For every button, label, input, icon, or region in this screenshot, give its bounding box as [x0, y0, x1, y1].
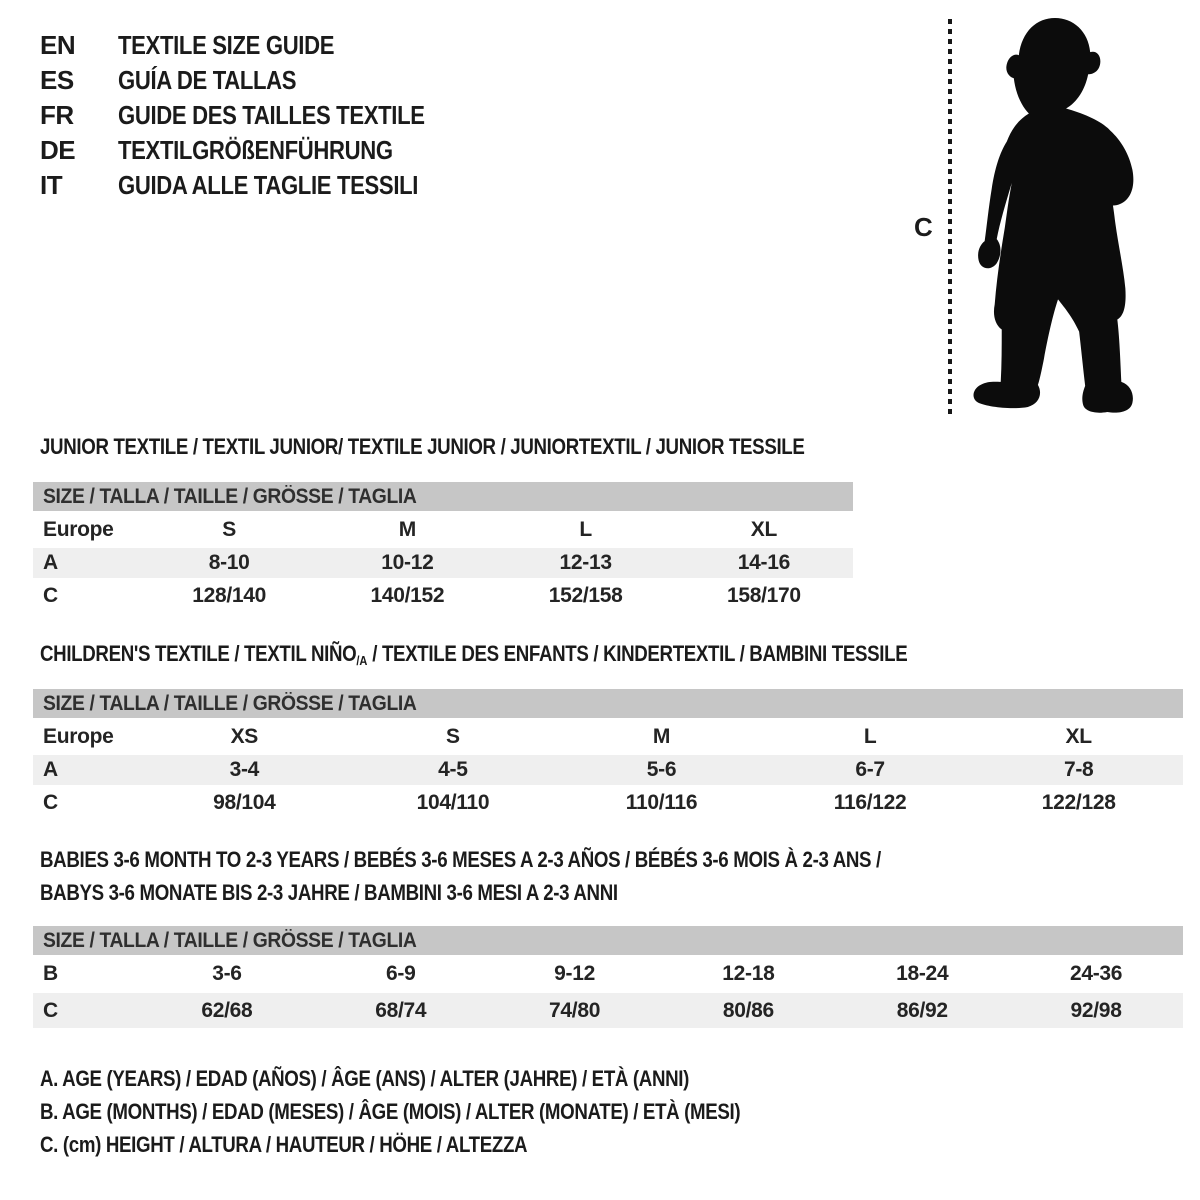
- lang-code: EN: [40, 30, 76, 60]
- months-cell: 9-12: [554, 962, 595, 985]
- lang-row-fr: [40, 98, 479, 133]
- age-cell: 8-10: [208, 551, 250, 574]
- height-cell: 152/158: [548, 584, 623, 607]
- babies-section-title: BABIES 3-6 MONTH TO 2-3 YEARS / BEBÉS 3-6 MESES A 2-3 AÑOS / BÉBÉS 3-6 MOIS À 2-3 ANS / BABYS 3-6 MONATE BIS 2-3 JAHRE / BAMBINI 3-6 MESI A 2-3 ANNI: [40, 847, 881, 905]
- guide-title-en: TEXTILE SIZE GUIDE: [118, 30, 335, 60]
- lang-row-es: [40, 63, 479, 98]
- table-header-bar: SIZE / TALLA / TAILLE / GRÖSSE / TAGLIA: [33, 926, 1183, 955]
- age-cell: 5-6: [646, 758, 677, 781]
- height-cell: 110/116: [625, 791, 698, 814]
- lang-code: ES: [40, 65, 74, 95]
- age-cell: 10-12: [381, 551, 434, 574]
- children-section-title: CHILDREN'S TEXTILE / TEXTIL $NIÑO_{/A}$ / TEXTILE DES ENFANTS / KINDERTEXTIL / BAMBINI TESSILE: [40, 641, 908, 668]
- height-cell: 92/98: [1070, 998, 1122, 1022]
- height-cell: 122/128: [1041, 791, 1116, 814]
- months-cell: 18-24: [896, 962, 949, 985]
- babies-size-table: [33, 926, 1183, 1028]
- height-cell: 62/68: [201, 998, 253, 1022]
- row-label: C: [43, 584, 58, 607]
- size-cell: L: [579, 517, 592, 541]
- size-cell: S: [222, 517, 236, 541]
- height-cell: 86/92: [896, 998, 948, 1022]
- age-cell: 3-4: [229, 758, 260, 781]
- months-cell: 6-9: [386, 962, 416, 985]
- junior-size-table: [33, 482, 853, 614]
- junior-section-title: JUNIOR TEXTILE / TEXTIL JUNIOR/ TEXTILE JUNIOR / JUNIORTEXTIL / JUNIOR TESSILE: [40, 434, 805, 459]
- table-row-europe: [33, 511, 853, 548]
- legend-line-b: B. AGE (MONTHS) / EDAD (MESES) / ÂGE (MOIS) / ALTER (MONATE) / ETÀ (MESI): [40, 1099, 741, 1124]
- age-cell: 7-8: [1063, 758, 1094, 781]
- table-row-height: [33, 578, 853, 614]
- row-label: B: [43, 962, 58, 985]
- months-cell: 12-18: [722, 962, 775, 985]
- lang-row-en: [40, 28, 479, 63]
- nino-a-subscript: /A: [356, 653, 368, 668]
- table-header-bar: SIZE / TALLA / TAILLE / GRÖSSE / TAGLIA: [33, 482, 853, 511]
- age-cell: 6-7: [855, 758, 885, 781]
- table-row-age: [33, 548, 853, 578]
- height-cell: 104/110: [416, 791, 490, 814]
- size-cell: M: [398, 517, 416, 541]
- row-label: Europe: [43, 724, 114, 748]
- lang-row-it: [40, 168, 479, 203]
- months-cell: 24-36: [1069, 962, 1123, 985]
- table-row-height: [33, 785, 1183, 821]
- height-cell: 74/80: [549, 998, 601, 1022]
- height-cell: 116/122: [833, 791, 907, 814]
- guide-title-it: GUIDA ALLE TAGLIE TESSILI: [118, 170, 419, 200]
- size-cell: M: [652, 724, 671, 748]
- size-cell: XS: [230, 724, 258, 748]
- age-cell: 12-13: [559, 551, 612, 574]
- table-row-months: [33, 955, 1183, 993]
- row-label: C: [43, 998, 58, 1022]
- lang-row-de: [40, 133, 479, 168]
- age-cell: 4-5: [438, 758, 468, 781]
- height-cell: 128/140: [192, 584, 267, 607]
- age-cell: 14-16: [737, 551, 790, 574]
- row-label: C: [43, 791, 58, 814]
- legend-line-a: A. AGE (YEARS) / EDAD (AÑOS) / ÂGE (ANS) / ALTER (JAHRE) / ETÀ (ANNI): [40, 1066, 690, 1091]
- height-measure-label: C: [914, 212, 933, 242]
- row-label: Europe: [43, 517, 114, 541]
- table-header-bar: SIZE / TALLA / TAILLE / GRÖSSE / TAGLIA: [33, 689, 1183, 718]
- height-cell: 68/74: [375, 998, 427, 1022]
- toddler-silhouette-icon: [966, 16, 1142, 423]
- height-cell: 98/104: [213, 791, 276, 814]
- height-cell: 80/86: [722, 998, 774, 1022]
- language-title-block: [40, 28, 479, 203]
- lang-code: IT: [40, 170, 63, 200]
- months-cell: 3-6: [212, 962, 242, 985]
- children-size-table: [33, 689, 1183, 821]
- size-cell: XL: [750, 517, 777, 541]
- height-cell: 158/170: [726, 584, 801, 607]
- guide-title-de: TEXTILGRÖßENFÜHRUNG: [118, 135, 393, 165]
- measurement-legend: [40, 1066, 864, 1165]
- row-label: A: [43, 758, 58, 781]
- table-row-height: [33, 993, 1183, 1028]
- table-row-age: [33, 755, 1183, 785]
- guide-title-fr: GUIDE DES TAILLES TEXTILE: [118, 100, 425, 130]
- table-row-europe: [33, 718, 1183, 755]
- size-cell: S: [446, 724, 460, 748]
- lang-code: FR: [40, 100, 74, 130]
- legend-line-c: C. (cm) HEIGHT / ALTURA / HAUTEUR / HÖHE / ALTEZZA: [40, 1132, 528, 1157]
- lang-code: DE: [40, 135, 76, 165]
- guide-title-es: GUÍA DE TALLAS: [118, 65, 297, 95]
- height-cell: 140/152: [370, 584, 445, 607]
- size-cell: L: [863, 724, 877, 748]
- row-label: A: [43, 551, 58, 574]
- size-cell: XL: [1065, 724, 1092, 748]
- height-measure-dashed-line: [948, 19, 952, 416]
